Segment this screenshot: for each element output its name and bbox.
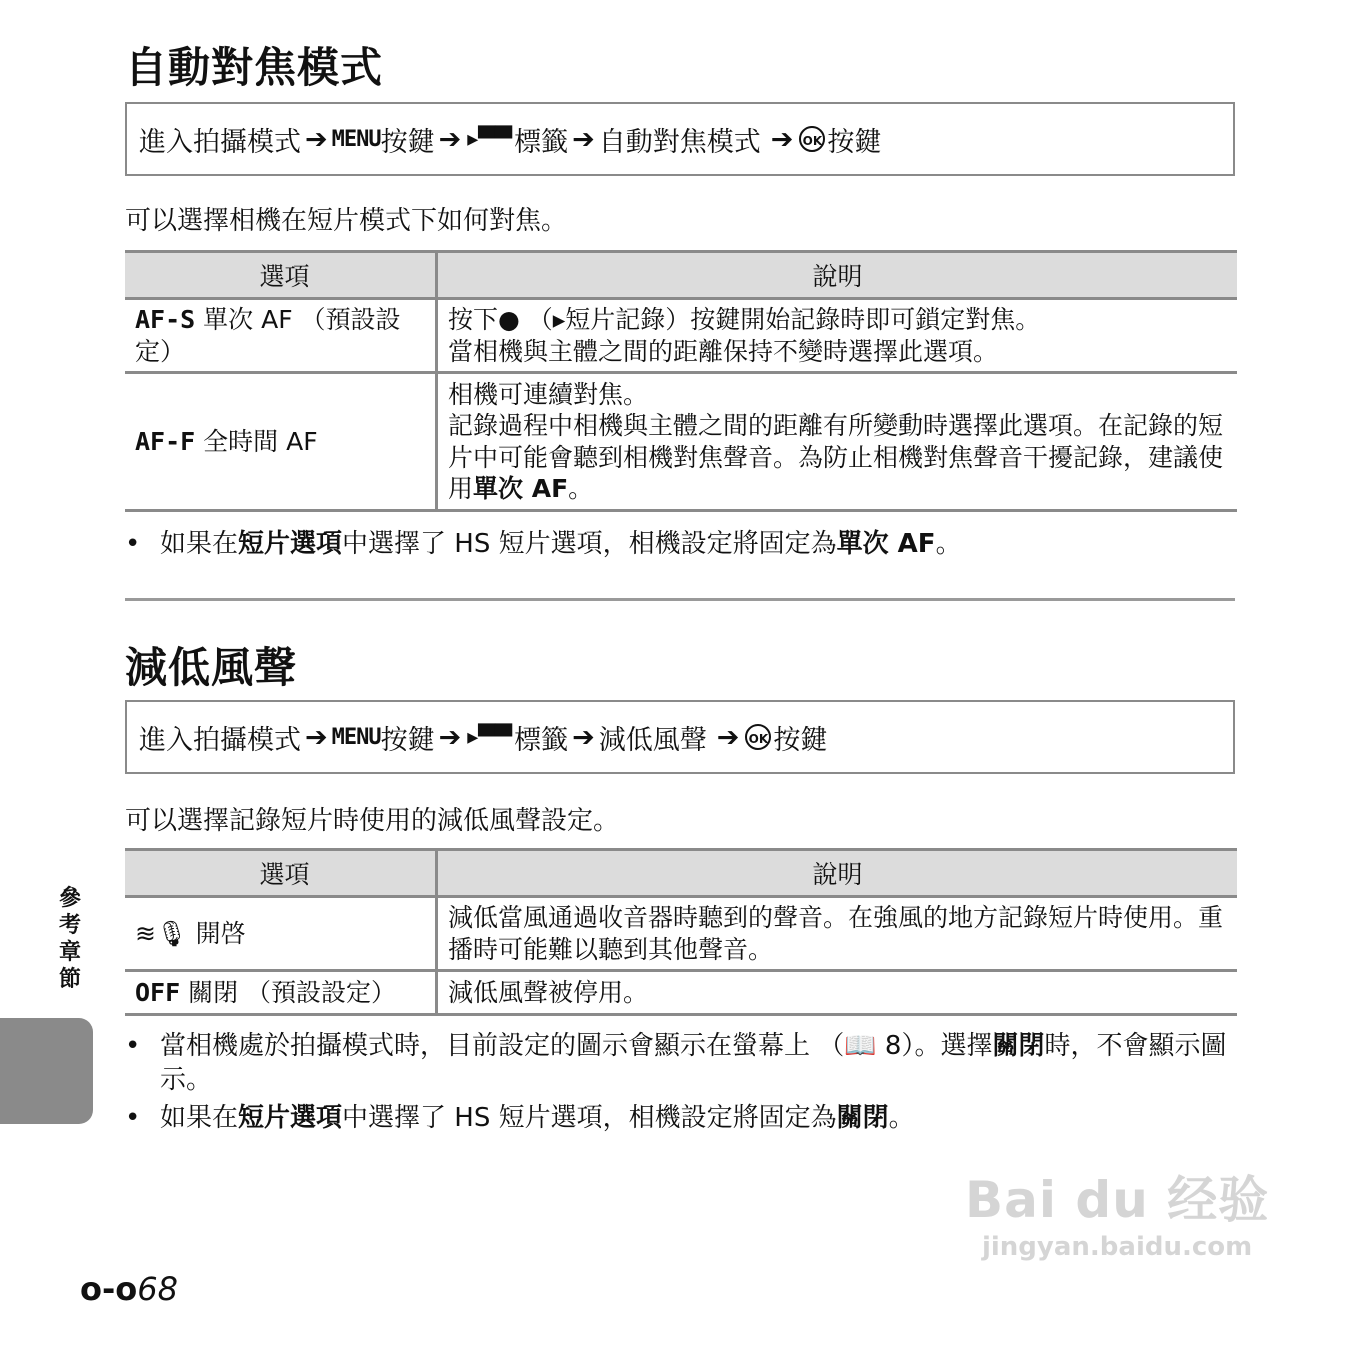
nav-path-autofocus — [125, 102, 1235, 176]
option-cell — [125, 299, 437, 373]
description-cell: 減低風聲被停用。 — [437, 971, 1238, 1015]
nav-key: 按鍵 — [380, 126, 435, 158]
description-cell — [437, 373, 1238, 511]
option-label: 開啓 — [195, 918, 246, 948]
side-chapter-label: 參考章節 — [58, 886, 81, 992]
ok-button-icon: OK — [799, 126, 825, 152]
movie-icon: ▸▀▀ — [467, 126, 513, 152]
arrow-icon: ➔ — [716, 721, 740, 753]
af-s-code: AF-S — [135, 305, 196, 335]
nav-tab: 標籤 — [514, 126, 569, 158]
nav-enter: 進入拍攝模式 — [139, 724, 301, 756]
description-cell: 減低當風通過收音器時聽到的聲音。在強風的地方記錄短片時使用。重播時可能難以聽到其他聲音。 — [437, 897, 1238, 971]
description-text: 。 — [568, 473, 594, 503]
page-number: o-o68 — [80, 1270, 178, 1308]
nav-item: 減低風聲 — [598, 724, 707, 756]
af-f-code: AF-F — [135, 426, 196, 456]
ok-button-icon: OK — [745, 724, 771, 750]
watermark-url: jingyan.baidu.com — [981, 1232, 1253, 1262]
options-table-autofocus — [125, 250, 1237, 512]
watermark — [965, 1160, 1269, 1262]
table-row — [125, 299, 1237, 373]
arrow-icon: ➔ — [770, 123, 794, 155]
notes-wind-noise — [125, 1030, 1240, 1135]
nav-item: 自動對焦模式 — [598, 126, 761, 158]
description-line: 當相機與主體之間的距離保持不變時選擇此選項。 — [448, 336, 999, 366]
nav-enter: 進入拍攝模式 — [139, 126, 301, 158]
table-header-option: 選項 — [125, 252, 437, 299]
option-label: 單次 AF （預設設定） — [135, 305, 401, 366]
section-title-autofocus: 自動對焦模式 — [125, 43, 384, 92]
option-cell — [125, 373, 437, 511]
arrow-icon: ➔ — [305, 123, 328, 155]
nav-path-wind-noise — [125, 700, 1235, 774]
wind-noise-icon: ≋🎙 — [135, 918, 188, 948]
arrow-icon: ➔ — [438, 721, 462, 753]
description-text: 記錄過程中相機與主體之間的距離有所變動時選擇此選項。在記錄的短片中可能會聽到相機對焦聲音。為防止相機對焦聲音干擾記錄，建議使用 — [448, 411, 1224, 503]
table-row — [125, 373, 1237, 511]
notes-autofocus — [125, 528, 1240, 562]
arrow-icon: ➔ — [572, 721, 595, 753]
option-cell — [125, 897, 437, 971]
arrow-icon: ➔ — [305, 721, 328, 753]
table-header-description: 說明 — [437, 850, 1238, 897]
nav-key2: 按鍵 — [827, 126, 882, 158]
arrow-icon: ➔ — [438, 123, 462, 155]
section-divider — [125, 598, 1235, 601]
intro-text-autofocus: 可以選擇相機在短片模式下如何對焦。 — [125, 206, 568, 236]
table-header-option: 選項 — [125, 850, 437, 897]
movie-icon: ▸▀▀ — [467, 724, 513, 750]
watermark-brand: Bai du 经验 — [965, 1171, 1270, 1229]
section-title-wind-noise: 減低風聲 — [125, 643, 298, 692]
description-line: 按下● （▸短片記錄）按鍵開始記錄時即可鎖定對焦。 — [448, 305, 1041, 335]
list-item: • 如果在短片選項中選擇了 HS 短片選項，相機設定將固定為關閉。 — [125, 1102, 915, 1133]
table-row — [125, 971, 1237, 1015]
menu-key-label: MENU — [331, 724, 381, 750]
book-ref-icon: 📖 8 — [844, 1031, 902, 1061]
option-label: 全時間 AF — [203, 426, 318, 456]
table-header-description: 說明 — [437, 252, 1238, 299]
menu-key-label: MENU — [331, 126, 381, 152]
intro-text-wind-noise: 可以選擇記錄短片時使用的減低風聲設定。 — [125, 806, 620, 836]
reference-icon: o-o — [80, 1270, 138, 1308]
list-item: • 當相機處於拍攝模式時，目前設定的圖示會顯示在螢幕上 （📖 8）。選擇關閉時，不會顯示圖示。 — [125, 1031, 1227, 1095]
description-line — [448, 410, 1227, 504]
option-cell — [125, 971, 437, 1015]
options-table-wind-noise — [125, 848, 1237, 1016]
description-cell — [437, 299, 1238, 373]
table-row — [125, 897, 1237, 971]
description-line: 相機可連續對焦。 — [448, 380, 649, 409]
side-chapter-tab — [0, 1018, 93, 1124]
nav-key: 按鍵 — [380, 724, 435, 756]
list-item: • 如果在短片選項中選擇了 HS 短片選項，相機設定將固定為單次 AF。 — [125, 529, 962, 559]
nav-tab: 標籤 — [514, 724, 569, 756]
arrow-icon: ➔ — [572, 123, 595, 155]
description-bold: 單次 AF — [473, 473, 569, 503]
nav-key2: 按鍵 — [773, 724, 828, 756]
option-label: 關閉 （預設設定） — [188, 977, 397, 1007]
off-code: OFF — [135, 977, 181, 1007]
